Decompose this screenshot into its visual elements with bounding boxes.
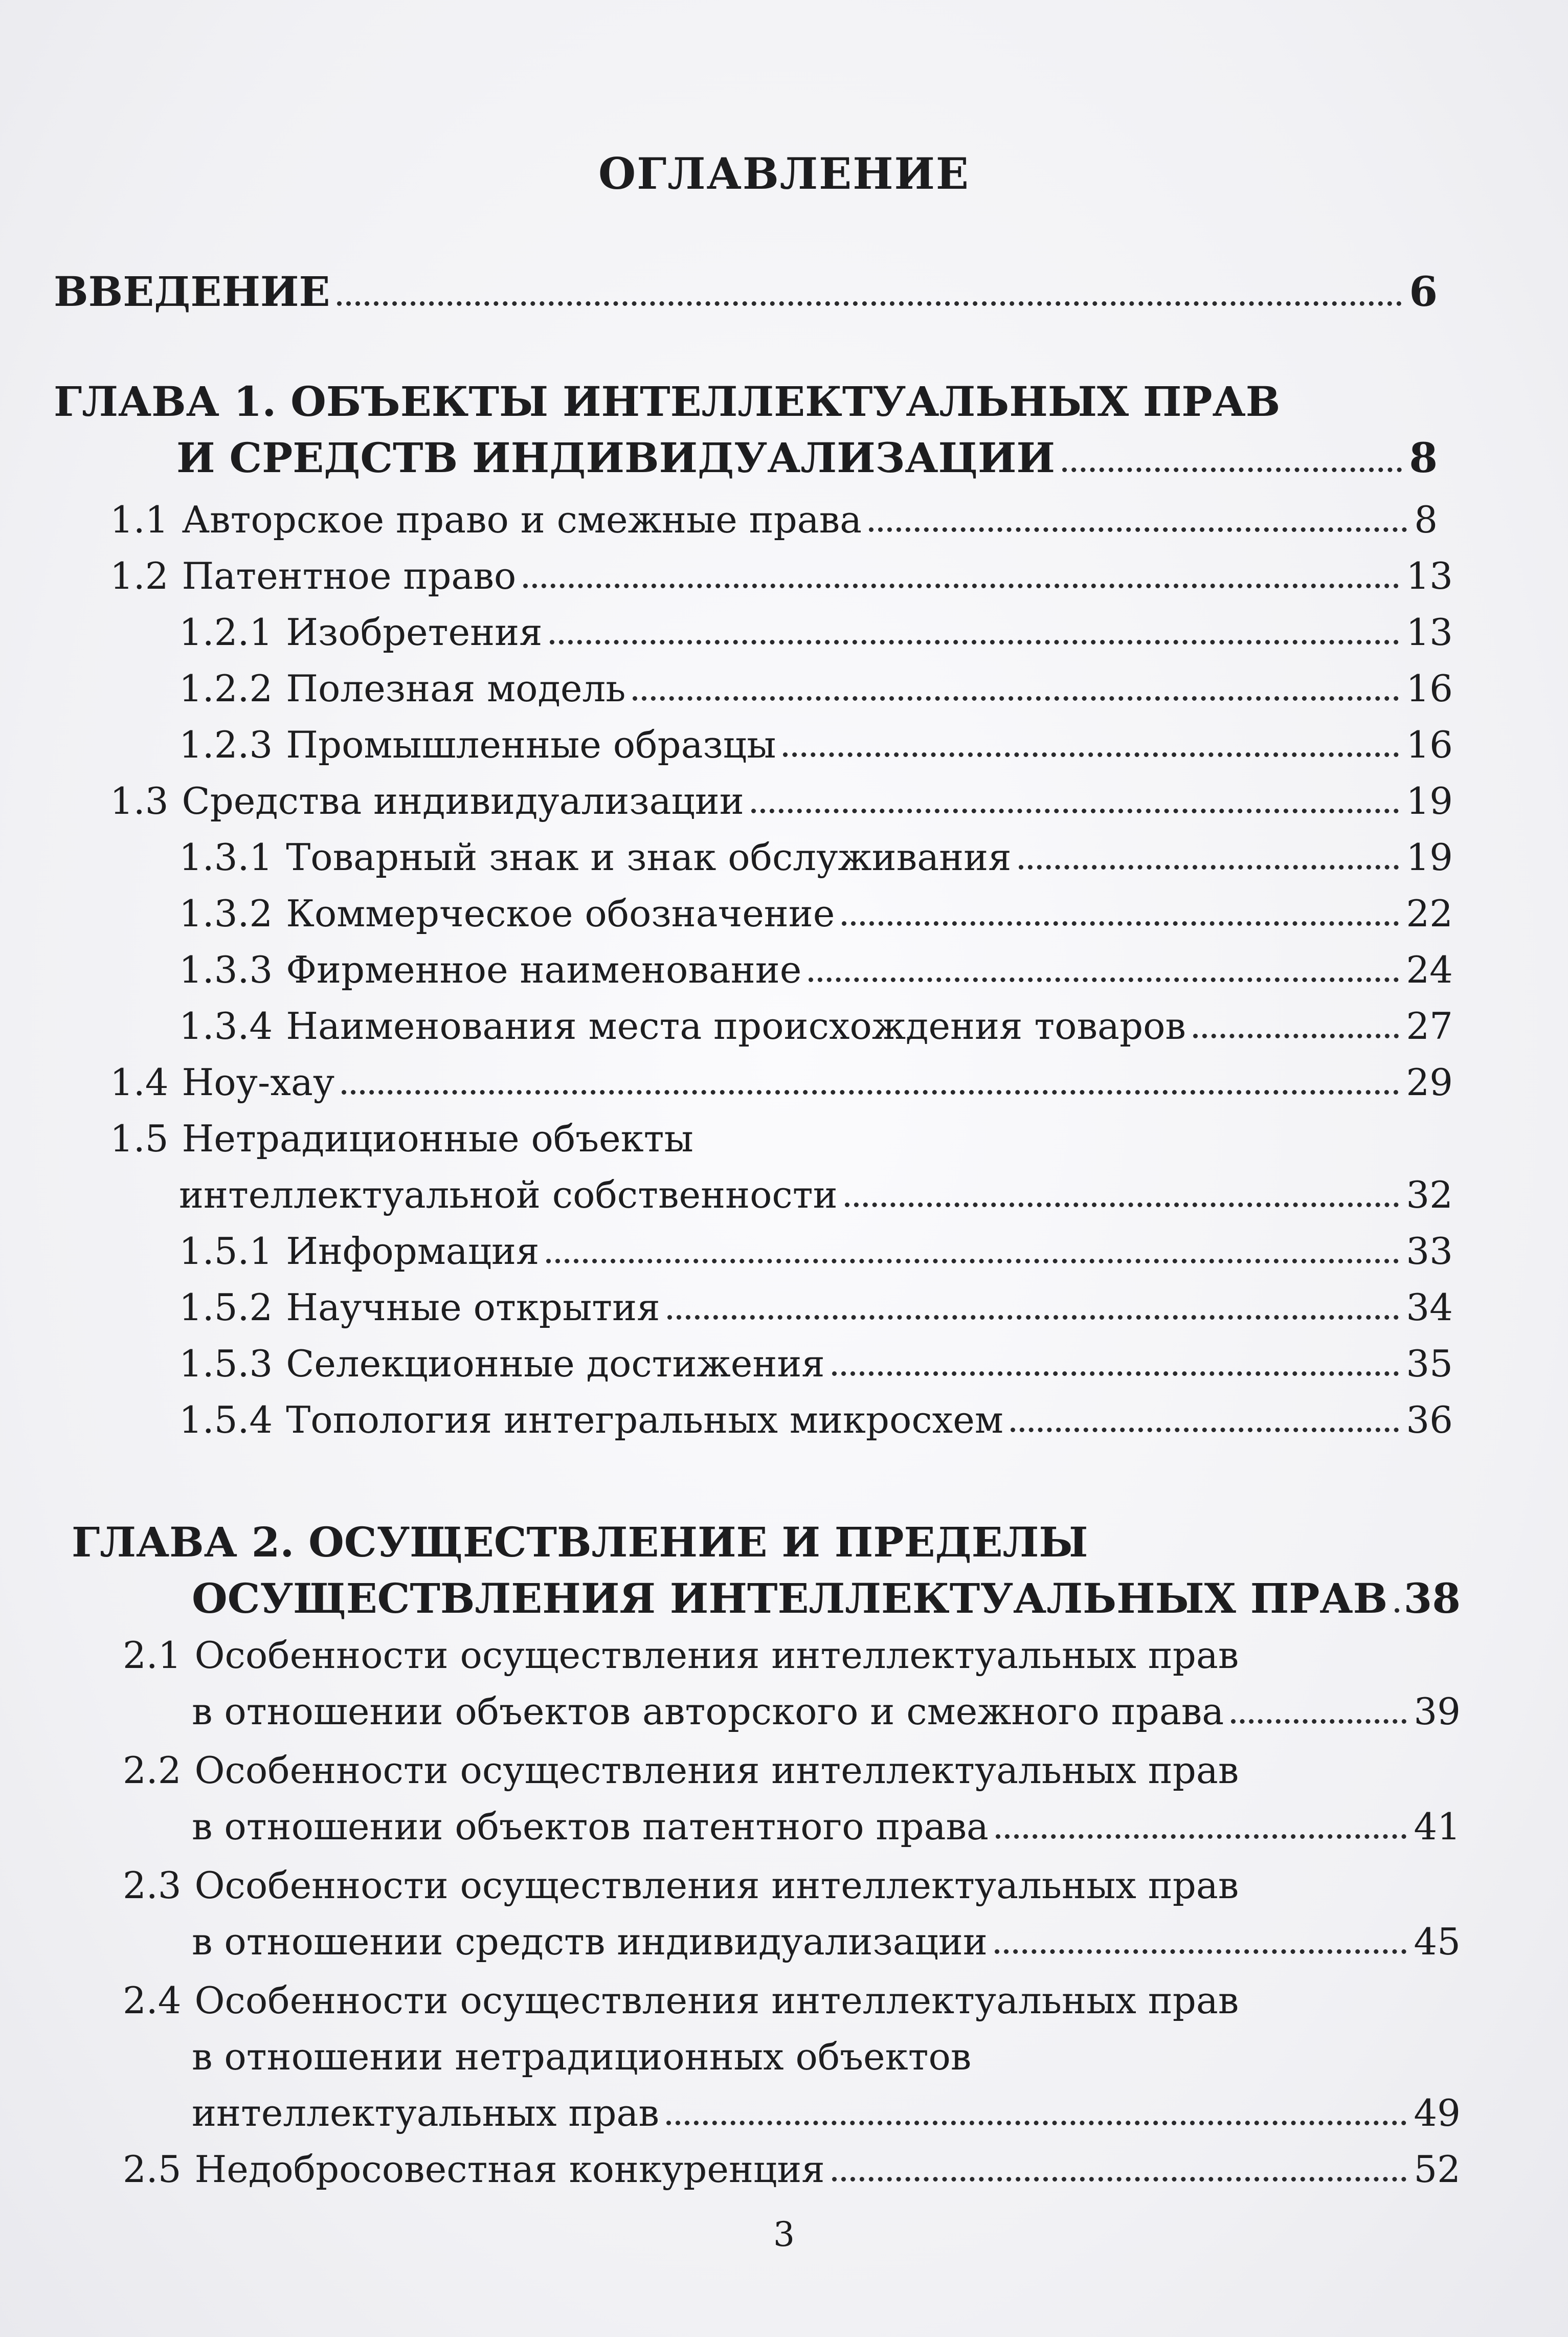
toc-entry-number: 1.3.3 [179, 948, 273, 991]
toc-entry-1-5-1 [179, 1230, 1453, 1273]
toc-page-number: 13 [1406, 611, 1453, 654]
toc-page-number: 16 [1406, 723, 1453, 766]
toc-entry-text: Средства индивидуализации [182, 780, 744, 822]
toc-entry-text: интеллектуальных прав [192, 2091, 659, 2134]
toc-entry-text: Особенности осуществления интеллектуальных прав [194, 1864, 1239, 1907]
toc-entry-text: Топология интегральных микросхем [286, 1398, 1003, 1441]
toc-entry-1-2-1 [179, 611, 1453, 654]
dot-leader [842, 921, 1399, 926]
toc-entry-text: Недобросовестная конкуренция [194, 2148, 825, 2191]
toc-page-number: 8 [1414, 498, 1438, 541]
dot-leader [546, 1259, 1399, 1263]
toc-entry-number: 1.2.3 [179, 723, 273, 766]
toc-entry-number: 2.4 [123, 1979, 182, 2022]
toc-entry-text: Полезная модель [286, 667, 626, 710]
toc-entry-1-4 [110, 1061, 1453, 1104]
toc-entry-text: Особенности осуществления интеллектуальных прав [194, 1749, 1239, 1792]
toc-entry-1-5-line-2 [179, 1173, 1453, 1216]
toc-entry-number: 1.4 [110, 1061, 169, 1104]
toc-entry-number: 1.5 [110, 1117, 169, 1160]
toc-entry-number: 1.3.1 [179, 836, 273, 879]
toc-entry-number: 1.1 [110, 498, 169, 541]
toc-entry-number: 2.1 [123, 1634, 182, 1677]
toc-entry-text: Товарный знак и знак обслуживания [286, 836, 1012, 879]
toc-entry-text: Патентное право [182, 554, 517, 597]
toc-entry-1-3-3 [179, 948, 1453, 991]
toc-entry-text: ВВЕДЕНИЕ [54, 268, 330, 316]
toc-entry-1-1 [110, 498, 1438, 541]
dot-leader [1019, 865, 1399, 870]
toc-page-number: 16 [1406, 667, 1453, 710]
toc-chapter-1-line-1 [54, 377, 1281, 426]
toc-entry-number: 1.5.3 [179, 1342, 273, 1385]
toc-entry-number: 1.5.1 [179, 1230, 273, 1273]
toc-entry-1-3-2 [179, 892, 1453, 935]
toc-page-number: 29 [1406, 1061, 1453, 1104]
toc-chapter-1-line-2 [176, 434, 1438, 482]
toc-page-number: 49 [1414, 2091, 1461, 2134]
toc-entry-text: Промышленные образцы [286, 723, 776, 766]
toc-entry-text: Нетрадиционные объекты [182, 1117, 693, 1160]
toc-page-number: 41 [1414, 1805, 1461, 1848]
toc-entry-text: в отношении объектов авторского и смежного права [192, 1690, 1224, 1733]
dot-leader [869, 527, 1407, 532]
toc-page-number: 38 [1403, 1574, 1461, 1622]
toc-entry-number: 1.2.2 [179, 667, 273, 710]
toc-page-number: 33 [1406, 1230, 1453, 1273]
toc-entry-text: Ноу-хау [182, 1061, 335, 1104]
toc-entry-2-5 [123, 2148, 1461, 2191]
toc-entry-text: ГЛАВА 2. ОСУЩЕСТВЛЕНИЕ И ПРЕДЕЛЫ [72, 1518, 1088, 1566]
dot-leader [996, 1834, 1406, 1839]
toc-entry-1-2-2 [179, 667, 1453, 710]
dot-leader [666, 2121, 1406, 2125]
toc-entry-number: 1.3.4 [179, 1005, 273, 1048]
toc-entry-number: 1.5.2 [179, 1286, 273, 1329]
toc-entry-1-2 [110, 554, 1453, 597]
toc-entry-1-3-1 [179, 836, 1453, 879]
toc-page-number: 36 [1406, 1398, 1453, 1441]
toc-entry-1-5-4 [179, 1398, 1453, 1441]
toc-entry-1-5-3 [179, 1342, 1453, 1385]
toc-entry-2-3-line-1 [123, 1864, 1239, 1907]
toc-entry-number: 2.3 [123, 1864, 182, 1907]
dot-leader [550, 640, 1399, 644]
toc-entry-number: 2.5 [123, 2148, 182, 2191]
toc-entry-1-3 [110, 780, 1453, 822]
dot-leader [667, 1315, 1399, 1320]
toc-entry-1-3-4 [179, 1005, 1453, 1048]
toc-entry-number: 1.2.1 [179, 611, 273, 654]
toc-entry-number: 1.2 [110, 554, 169, 597]
toc-page-number: 35 [1406, 1342, 1453, 1385]
dot-leader [1193, 1034, 1399, 1038]
toc-entry-number: 1.5.4 [179, 1398, 273, 1441]
toc-entry-text: Особенности осуществления интеллектуальных прав [194, 1634, 1239, 1677]
dot-leader [995, 1949, 1406, 1954]
dot-leader [342, 1090, 1399, 1095]
dot-leader [751, 809, 1399, 813]
toc-entry-2-2-line-2 [192, 1805, 1461, 1848]
page-number-footer: 3 [773, 2215, 795, 2254]
dot-leader [809, 977, 1399, 982]
toc-entry-text: Авторское право и смежные права [182, 498, 862, 541]
dot-leader [1231, 1719, 1406, 1724]
toc-entry-text: в отношении средств индивидуализации [192, 1920, 988, 1963]
dot-leader [832, 1371, 1399, 1376]
toc-entry-number: 1.3.2 [179, 892, 273, 935]
toc-entry-2-4-line-1 [123, 1979, 1239, 2022]
toc-entry-text: ГЛАВА 1. ОБЪЕКТЫ ИНТЕЛЛЕКТУАЛЬНЫХ ПРАВ [54, 377, 1281, 426]
dot-leader [633, 696, 1399, 701]
toc-entry-introduction [54, 268, 1438, 316]
toc-entry-2-4-line-3 [192, 2091, 1461, 2134]
toc-page-number: 22 [1406, 892, 1453, 935]
toc-entry-1-2-3 [179, 723, 1453, 766]
toc-entry-text: Селекционные достижения [286, 1342, 825, 1385]
dot-leader [337, 301, 1402, 306]
toc-entry-text: Коммерческое обозначение [286, 892, 835, 935]
toc-entry-text: в отношении объектов патентного права [192, 1805, 989, 1848]
toc-entry-2-2-line-1 [123, 1749, 1239, 1792]
dot-leader [523, 584, 1399, 588]
toc-entry-1-5-2 [179, 1286, 1453, 1329]
toc-entry-text: Особенности осуществления интеллектуальных прав [194, 1979, 1239, 2022]
dot-leader [1062, 468, 1402, 472]
dot-leader [783, 752, 1399, 757]
dot-leader [1395, 1608, 1396, 1613]
toc-page-number: 34 [1406, 1286, 1453, 1329]
toc-entry-number: 2.2 [123, 1749, 182, 1792]
toc-page-number: 27 [1406, 1005, 1453, 1048]
toc-page-number: 39 [1414, 1690, 1461, 1733]
toc-page-number: 24 [1406, 948, 1453, 991]
toc-page-number: 6 [1409, 268, 1438, 316]
toc-chapter-2-line-2 [192, 1574, 1461, 1622]
toc-page-number: 32 [1406, 1173, 1453, 1216]
toc-title: ОГЛАВЛЕНИЕ [598, 148, 970, 199]
toc-entry-1-5-line-1 [110, 1117, 693, 1160]
toc-entry-text: И СРЕДСТВ ИНДИВИДУАЛИЗАЦИИ [176, 434, 1056, 482]
toc-entry-text: Наименования места происхождения товаров [286, 1005, 1186, 1048]
toc-page-number: 19 [1406, 780, 1453, 822]
toc-page-number: 52 [1414, 2148, 1461, 2191]
toc-entry-text: в отношении нетрадиционных объектов [192, 2035, 972, 2078]
toc-entry-2-3-line-2 [192, 1920, 1461, 1963]
toc-entry-text: Фирменное наименование [286, 948, 802, 991]
dot-leader [832, 2177, 1407, 2182]
toc-entry-2-1-line-1 [123, 1634, 1239, 1677]
toc-entry-text: ОСУЩЕСТВЛЕНИЯ ИНТЕЛЛЕКТУАЛЬНЫХ ПРАВ [192, 1574, 1388, 1622]
toc-page-number: 8 [1409, 434, 1438, 482]
dot-leader [845, 1203, 1399, 1207]
toc-page-number: 19 [1406, 836, 1453, 879]
toc-entry-text: Изобретения [286, 611, 543, 654]
toc-entry-text: Научные открытия [286, 1286, 660, 1329]
toc-entry-text: интеллектуальной собственности [179, 1173, 838, 1216]
dot-leader [1011, 1428, 1399, 1432]
toc-page-number: 45 [1414, 1920, 1461, 1963]
toc-entry-text: Информация [286, 1230, 540, 1273]
toc-entry-2-1-line-2 [192, 1690, 1461, 1733]
toc-entry-number: 1.3 [110, 780, 169, 822]
toc-chapter-2-line-1 [72, 1518, 1088, 1566]
toc-entry-2-4-line-2 [192, 2035, 972, 2078]
toc-page-number: 13 [1406, 554, 1453, 597]
